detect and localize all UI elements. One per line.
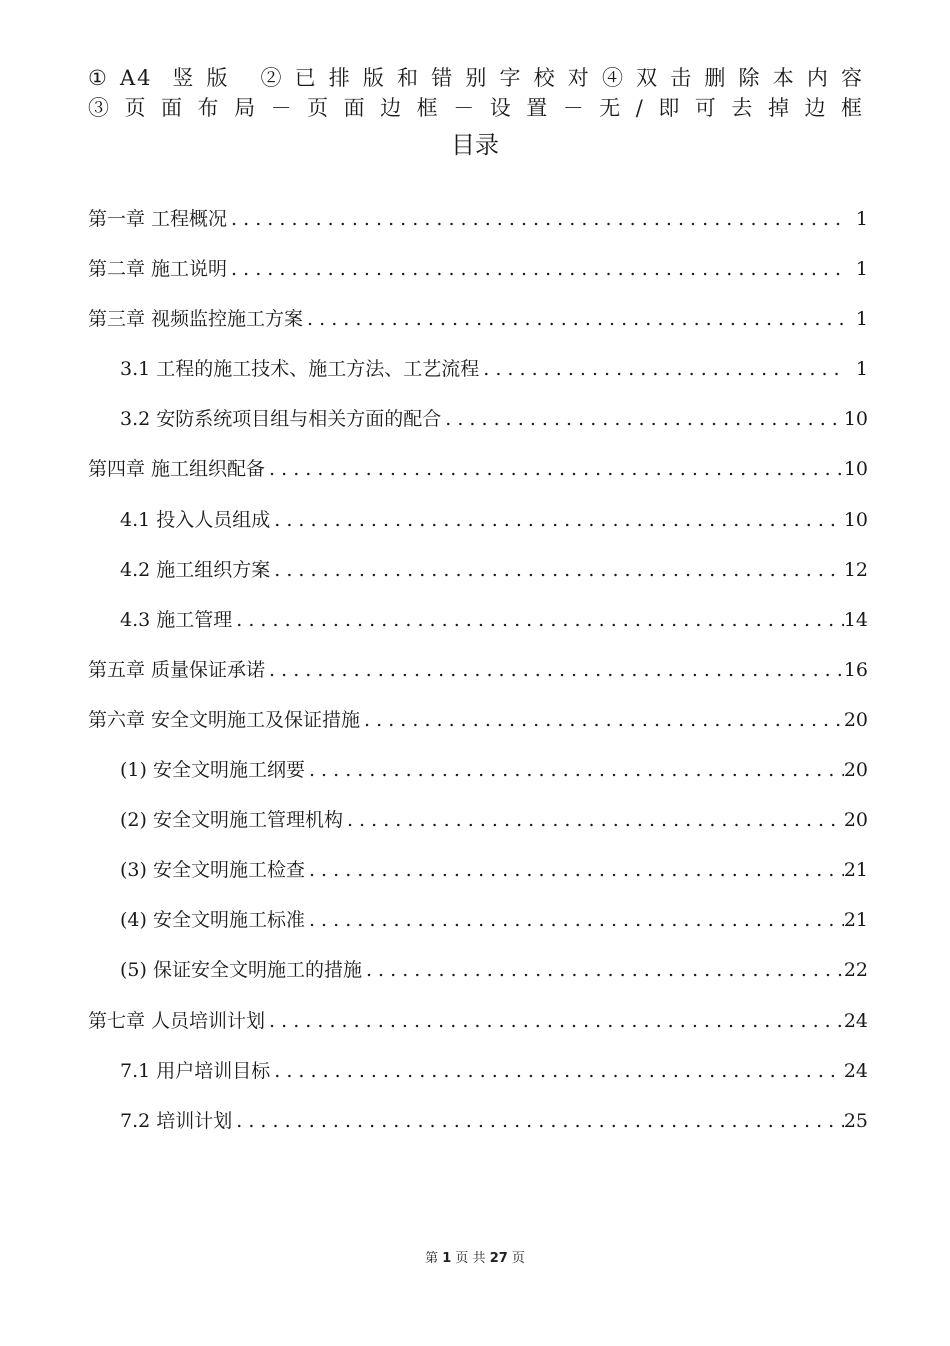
footer-current-page: 1 [442, 1251, 452, 1266]
toc-entry-page: 1 [855, 308, 868, 331]
toc-dot-leader [343, 803, 844, 837]
toc-entry[interactable] [88, 352, 868, 402]
footer-suffix: 页 [511, 1251, 525, 1266]
toc-dot-leader [265, 452, 844, 486]
toc-dot-leader [305, 853, 844, 887]
toc-entry-page: 24 [843, 1009, 868, 1032]
toc-entry-label: 4.2 施工组织方案 [120, 558, 271, 581]
toc-entry[interactable] [88, 653, 868, 703]
toc-entry[interactable] [88, 452, 868, 502]
toc-dot-leader [362, 953, 844, 987]
toc-entry-page: 1 [855, 208, 868, 230]
toc-entry-page: 20 [843, 708, 868, 731]
toc-entry[interactable] [88, 1104, 868, 1154]
toc-dot-leader [265, 653, 844, 687]
toc-entry-label: (4) 安全文明施工标准 [120, 909, 305, 932]
toc-entry-label: 第一章 工程概况 [88, 208, 228, 230]
toc-entry-label: (2) 安全文明施工管理机构 [120, 809, 343, 832]
toc-entry-label: 第六章 安全文明施工及保证措施 [88, 708, 361, 731]
toc-entry[interactable] [88, 753, 868, 803]
toc-dot-leader [303, 302, 844, 336]
toc-entry-label: 7.2 培训计划 [120, 1109, 233, 1132]
table-of-contents [88, 202, 868, 1154]
toc-entry-page: 1 [855, 258, 868, 281]
toc-entry-page: 25 [843, 1109, 868, 1132]
toc-entry-page: 10 [843, 408, 868, 431]
toc-dot-leader [227, 252, 844, 286]
toc-entry-label: 第七章 人员培训计划 [88, 1009, 266, 1032]
toc-entry[interactable] [88, 202, 868, 252]
toc-entry-label: (1) 安全文明施工纲要 [120, 759, 305, 782]
toc-entry-page: 22 [843, 959, 868, 982]
toc-entry-label: 4.3 施工管理 [120, 608, 233, 631]
toc-entry-label: 4.1 投入人员组成 [120, 508, 271, 531]
toc-entry[interactable] [88, 953, 868, 1003]
toc-entry-label: 第三章 视频监控施工方案 [88, 308, 304, 331]
toc-entry-page: 12 [843, 558, 868, 581]
toc-entry[interactable] [88, 402, 868, 452]
toc-dot-leader [265, 1004, 844, 1038]
toc-entry[interactable] [88, 903, 868, 953]
toc-entry-label: (5) 保证安全文明施工的措施 [120, 959, 362, 982]
toc-entry-page: 24 [843, 1059, 868, 1082]
toc-entry-label: 7.1 用户培训目标 [120, 1059, 271, 1082]
toc-entry-label: 第四章 施工组织配备 [88, 458, 266, 481]
toc-entry-label: 第二章 施工说明 [88, 258, 228, 281]
toc-dot-leader [270, 1054, 844, 1088]
toc-entry-page: 21 [843, 909, 868, 932]
toc-dot-leader [479, 352, 844, 386]
toc-entry-page: 10 [843, 508, 868, 531]
footer-total-pages: 27 [489, 1251, 508, 1266]
toc-entry-page: 20 [843, 759, 868, 782]
toc-entry-label: 3.2 安防系统项目组与相关方面的配合 [120, 408, 442, 431]
footer-middle: 页 共 [455, 1251, 486, 1266]
toc-entry-page: 1 [855, 358, 868, 381]
toc-entry[interactable] [88, 553, 868, 603]
toc-entry[interactable] [88, 503, 868, 553]
notice-line-1: ①A4 竖版 ②已排版和错别字校对④双击删除本内容 [88, 66, 864, 90]
toc-dot-leader [305, 903, 844, 937]
toc-entry[interactable] [88, 603, 868, 653]
toc-entry-label: 第五章 质量保证承诺 [88, 658, 266, 681]
toc-entry-label: (3) 安全文明施工检查 [120, 859, 305, 882]
toc-dot-leader [227, 202, 844, 236]
toc-entry[interactable] [88, 252, 868, 302]
toc-entry[interactable] [88, 803, 868, 853]
toc-entry-page: 20 [843, 809, 868, 832]
toc-entry[interactable] [88, 302, 868, 352]
toc-dot-leader [232, 1104, 844, 1138]
page-footer [0, 1250, 950, 1268]
toc-dot-leader [270, 553, 844, 587]
notice-line-2: ③页面布局－页面边框－设置－无/即可去掉边框 [88, 96, 864, 120]
toc-title: 目录 [451, 131, 499, 159]
toc-entry-page: 14 [843, 608, 868, 631]
toc-entry[interactable] [88, 703, 868, 753]
toc-entry[interactable] [88, 853, 868, 903]
toc-entry-page: 16 [843, 658, 868, 681]
toc-dot-leader [232, 603, 844, 637]
toc-entry-page: 21 [843, 859, 868, 882]
toc-entry-label: 3.1 工程的施工技术、施工方法、工艺流程 [120, 358, 480, 381]
toc-dot-leader [360, 703, 844, 737]
toc-entry[interactable] [88, 1004, 868, 1054]
toc-entry[interactable] [88, 1054, 868, 1104]
footer-prefix: 第 [425, 1251, 439, 1266]
toc-entry-page: 10 [843, 458, 868, 481]
toc-dot-leader [305, 753, 844, 787]
toc-dot-leader [270, 503, 844, 537]
toc-dot-leader [441, 402, 844, 436]
